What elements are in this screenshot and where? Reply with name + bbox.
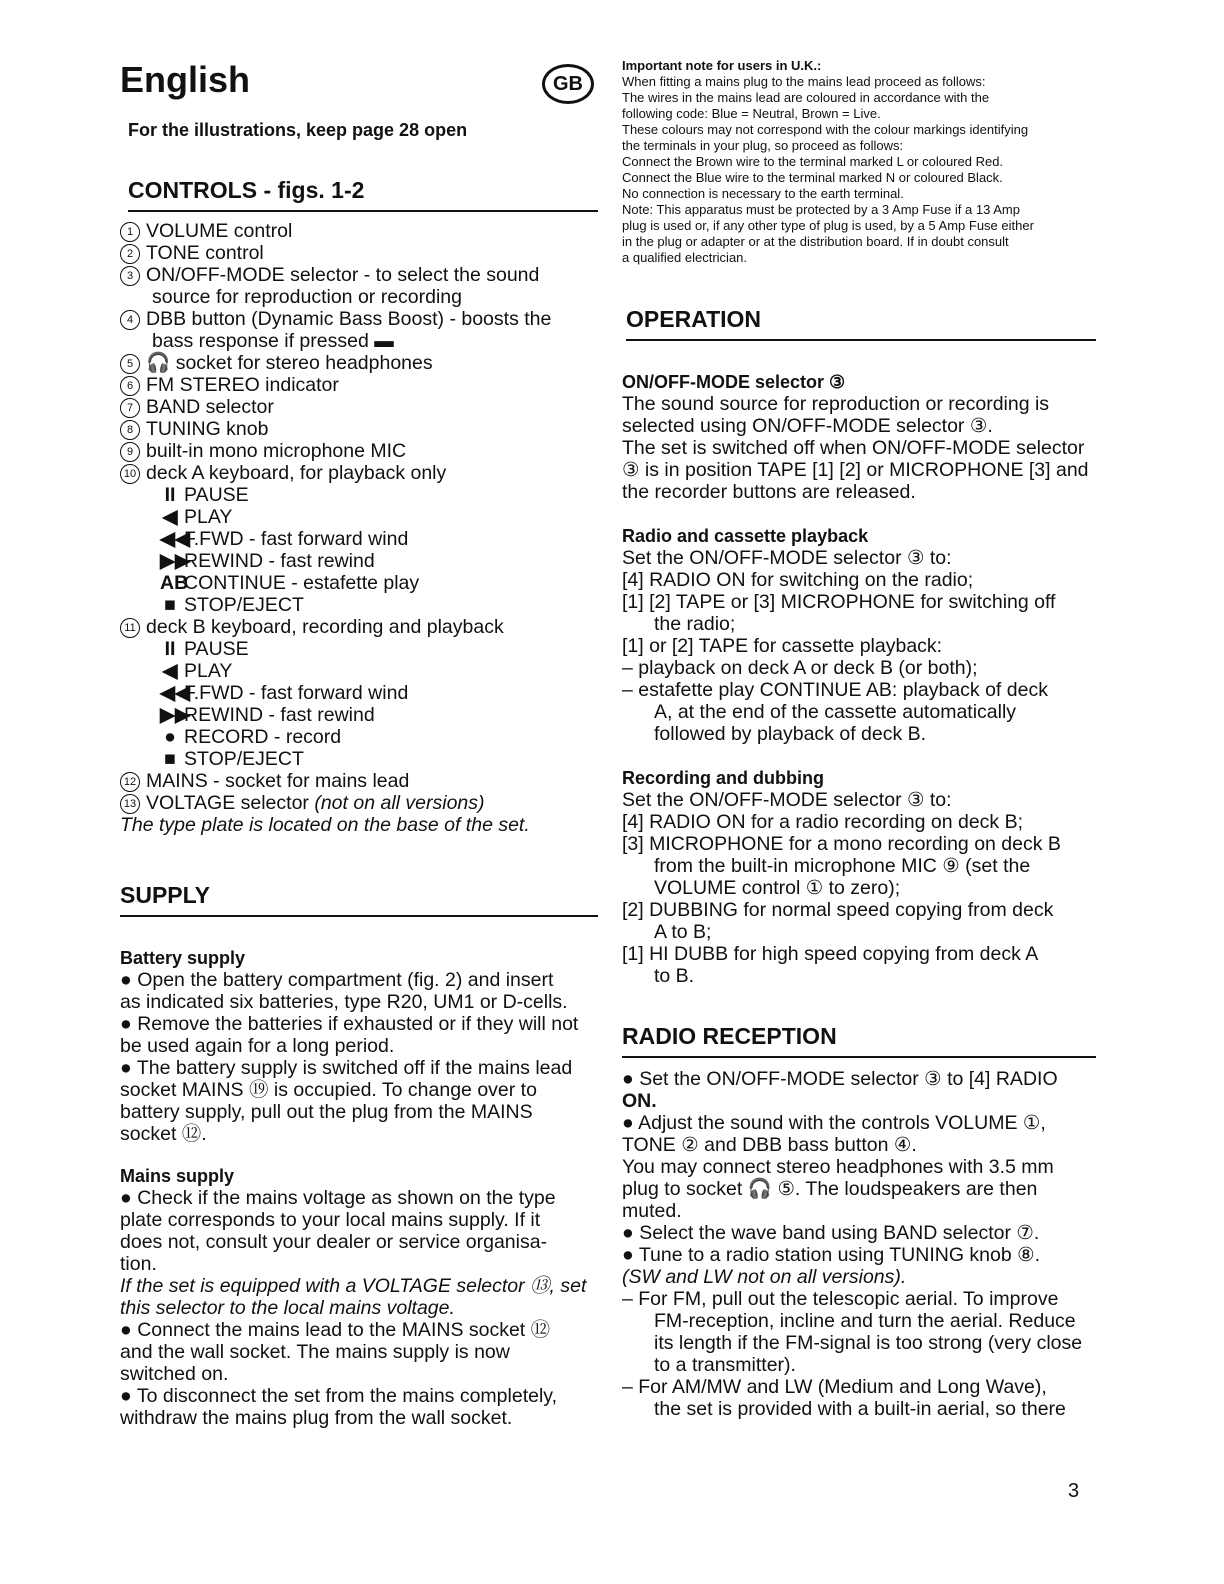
- text-line: selected using ON/OFF-MODE selector ③.: [622, 415, 993, 437]
- text-line: [1] [2] TAPE or [3] MICROPHONE for switching off: [622, 591, 1056, 613]
- text-line: – estafette play CONTINUE AB: playback of deck: [622, 679, 1048, 701]
- text-line: – For FM, pull out the telescopic aerial. To improve: [622, 1288, 1059, 1310]
- text-line: – For AM/MW and LW (Medium and Long Wave),: [622, 1376, 1047, 1398]
- operation-section: [622, 306, 1096, 987]
- right-column: [622, 58, 1096, 1420]
- radio-body: [622, 1068, 1096, 1420]
- text-line: be used again for a long period.: [120, 1035, 395, 1057]
- text-line: Connect the Blue wire to the terminal marked N or coloured Black.: [622, 170, 1003, 185]
- record-icon: ●: [164, 726, 176, 748]
- text-line: A, at the end of the cassette automatically: [654, 701, 1017, 723]
- text-line: this selector to the local mains voltage.: [120, 1297, 455, 1319]
- text-line: socket ⑫.: [120, 1123, 207, 1145]
- text-line: ON.: [622, 1090, 657, 1112]
- text-line: followed by playback of deck B.: [654, 723, 927, 745]
- item-number: 13: [120, 794, 140, 814]
- control-item: deck B keyboard, recording and playback: [146, 616, 504, 638]
- text-line: FM-reception, incline and turn the aerial. Reduce: [654, 1310, 1076, 1332]
- text-line: plug is used or, if any other type of plug is used, by a 5 Amp Fuse either: [622, 218, 1034, 233]
- text-line: [4] RADIO ON for switching on the radio;: [622, 569, 974, 591]
- item-number: 8: [120, 420, 140, 440]
- deck-key: REWIND - fast rewind: [184, 550, 375, 572]
- fast-forward-icon: ◀◀: [160, 528, 190, 550]
- title-row: [120, 58, 598, 102]
- text-line: You may connect stereo headphones with 3.5 mm: [622, 1156, 1054, 1178]
- continue-icon: AB: [160, 572, 189, 594]
- deck-key: RECORD - record: [184, 726, 342, 748]
- text-line: a qualified electrician.: [622, 250, 748, 265]
- text-line: ● To disconnect the set from the mains completely,: [120, 1385, 558, 1407]
- pause-icon: II: [164, 484, 176, 506]
- recording-title: Recording and dubbing: [622, 768, 824, 788]
- deck-key: PAUSE: [184, 638, 249, 660]
- text-line: withdraw the mains plug from the wall socket.: [120, 1407, 513, 1429]
- text-line: and the wall socket. The mains supply is now: [120, 1341, 510, 1363]
- control-item: TUNING knob: [146, 418, 269, 440]
- control-item: deck A keyboard, for playback only: [146, 462, 447, 484]
- text-line: plate corresponds to your local mains supply. If it: [120, 1209, 541, 1231]
- text-line: ③ is in position TAPE [1] [2] or MICROPHONE [3] and: [622, 459, 1089, 481]
- text-line: switched on.: [120, 1363, 229, 1385]
- text-line: If the set is equipped with a VOLTAGE selector ⑬, set: [120, 1275, 587, 1297]
- text-line: battery supply, pull out the plug from the MAINS: [120, 1101, 533, 1123]
- stop-icon: ■: [164, 748, 176, 770]
- deck-key: PAUSE: [184, 484, 249, 506]
- control-item: FM STEREO indicator: [146, 374, 339, 396]
- text-line: following code: Blue = Neutral, Brown = Live.: [622, 106, 881, 121]
- illustrations-note: For the illustrations, keep page 28 open: [128, 120, 468, 140]
- deck-key: PLAY: [184, 660, 233, 682]
- text-line: ● Connect the mains lead to the MAINS socket ⑫: [120, 1319, 551, 1341]
- text-line: A to B;: [654, 921, 712, 943]
- battery-title: Battery supply: [120, 948, 246, 968]
- item-number: 6: [120, 376, 140, 396]
- controls-section: [120, 177, 598, 836]
- text-line: as indicated six batteries, type R20, UM1 or D-cells.: [120, 991, 568, 1013]
- deck-key: REWIND - fast rewind: [184, 704, 375, 726]
- type-plate-note: The type plate is located on the base of the set.: [120, 814, 530, 836]
- play-icon: ◀: [162, 506, 178, 528]
- page-number: 3: [1068, 1480, 1080, 1502]
- control-item: ON/OFF-MODE selector - to select the sound: [146, 264, 540, 286]
- rewind-icon: ▶▶: [160, 550, 190, 572]
- left-column: [120, 58, 598, 1429]
- text-line: [1] HI DUBB for high speed copying from deck A: [622, 943, 1039, 965]
- playback-title: Radio and cassette playback: [622, 526, 869, 546]
- item-number: 5: [120, 354, 140, 374]
- controls-heading: CONTROLS - figs. 1-2: [128, 177, 598, 212]
- item-number: 2: [120, 244, 140, 264]
- text-line: – playback on deck A or deck B (or both);: [622, 657, 978, 679]
- text-line: from the built-in microphone MIC ⑨ (set the: [654, 855, 1031, 877]
- text-line: to B.: [654, 965, 695, 987]
- text-line: The sound source for reproduction or recording is: [622, 393, 1050, 415]
- text-line: Set the ON/OFF-MODE selector ③ to:: [622, 547, 952, 569]
- text-line: These colours may not correspond with the colour markings identifying: [622, 122, 1029, 137]
- item-number: 1: [120, 222, 140, 242]
- item-number: 10: [120, 464, 140, 484]
- control-item: MAINS - socket for mains lead: [146, 770, 410, 792]
- play-icon: ◀: [162, 660, 178, 682]
- playback-block: [622, 525, 1096, 745]
- control-item: BAND selector: [146, 396, 274, 418]
- deck-key: STOP/EJECT: [184, 748, 304, 770]
- text-line: Set the ON/OFF-MODE selector ③ to:: [622, 789, 952, 811]
- text-line: ● Adjust the sound with the controls VOLUME ①,: [622, 1112, 1046, 1134]
- deck-key: F.FWD - fast forward wind: [184, 682, 409, 704]
- item-number: 7: [120, 398, 140, 418]
- control-item: built-in mono microphone MIC: [146, 440, 407, 462]
- mains-title: Mains supply: [120, 1166, 235, 1186]
- text-line: in the plug or adapter or at the distribution board. If in doubt consult: [622, 234, 1009, 249]
- operation-heading: OPERATION: [626, 306, 1096, 341]
- country-badge: GB: [542, 64, 594, 104]
- text-line: VOLUME control ① to zero);: [654, 877, 901, 899]
- text-line: the terminals in your plug, so proceed as follows:: [622, 138, 904, 153]
- text-line: Connect the Brown wire to the terminal marked L or coloured Red.: [622, 154, 1004, 169]
- text-line: ● The battery supply is switched off if the mains lead: [120, 1057, 573, 1079]
- text-line: tion.: [120, 1253, 157, 1275]
- text-line: ● Check if the mains voltage as shown on the type: [120, 1187, 556, 1209]
- text-line: ● Tune to a radio station using TUNING knob ⑧.: [622, 1244, 1041, 1266]
- text-line: No connection is necessary to the earth terminal.: [622, 186, 904, 201]
- item-number: 12: [120, 772, 140, 792]
- text-line: its length if the FM-signal is too strong (very close: [654, 1332, 1083, 1354]
- deck-key: F.FWD - fast forward wind: [184, 528, 409, 550]
- stop-icon: ■: [164, 594, 176, 616]
- text-line: [2] DUBBING for normal speed copying from deck: [622, 899, 1054, 921]
- item-number: 3: [120, 266, 140, 286]
- text-line: socket MAINS ⑲ is occupied. To change over to: [120, 1079, 537, 1101]
- text-line: does not, consult your dealer or service organisa-: [120, 1231, 548, 1253]
- text-line: ● Select the wave band using BAND selector ⑦.: [622, 1222, 1040, 1244]
- control-item-cont: source for reproduction or recording: [152, 286, 462, 308]
- text-line: ● Open the battery compartment (fig. 2) and insert: [120, 969, 554, 991]
- radio-heading: RADIO RECEPTION: [622, 1023, 1096, 1058]
- fast-forward-icon: ◀◀: [160, 682, 190, 704]
- control-item: VOLTAGE selector: [146, 792, 309, 814]
- text-line: [1] or [2] TAPE for cassette playback:: [622, 635, 943, 657]
- text-line: [3] MICROPHONE for a mono recording on deck B: [622, 833, 1061, 855]
- item-number: 11: [120, 618, 140, 638]
- deck-key: STOP/EJECT: [184, 594, 304, 616]
- mains-supply: [120, 1165, 598, 1429]
- text-line: (SW and LW not on all versions).: [622, 1266, 907, 1288]
- uk-note-title: Important note for users in U.K.:: [622, 58, 822, 73]
- supply-section: [120, 882, 598, 1429]
- item-number: 9: [120, 442, 140, 462]
- text-line: TONE ② and DBB bass button ④.: [622, 1134, 917, 1156]
- battery-supply: [120, 947, 598, 1145]
- pause-icon: II: [164, 638, 176, 660]
- text-line: Note: This apparatus must be protected by a 3 Amp Fuse if a 13 Amp: [622, 202, 1020, 217]
- control-item: VOLUME control: [146, 220, 293, 242]
- text-line: muted.: [622, 1200, 682, 1222]
- item-number: 4: [120, 310, 140, 330]
- control-item: 🎧 socket for stereo headphones: [146, 352, 433, 374]
- language-title: English: [120, 59, 251, 100]
- text-line: The set is switched off when ON/OFF-MODE selector: [622, 437, 1085, 459]
- text-line: the recorder buttons are released.: [622, 481, 916, 503]
- selector-block: [622, 371, 1096, 503]
- text-line: The wires in the mains lead are coloured in accordance with the: [622, 90, 990, 105]
- control-item-note: (not on all versions): [314, 792, 485, 814]
- text-line: the radio;: [654, 613, 736, 635]
- deck-key: PLAY: [184, 506, 233, 528]
- selector-title: ON/OFF-MODE selector ③: [622, 372, 846, 392]
- control-item: TONE control: [146, 242, 264, 264]
- deck-key: CONTINUE - estafette play: [184, 572, 420, 594]
- controls-list: [120, 220, 598, 836]
- supply-heading: SUPPLY: [120, 882, 598, 917]
- radio-section: [622, 1023, 1096, 1420]
- control-item-cont: bass response if pressed ▬: [152, 330, 394, 352]
- text-line: the set is provided with a built-in aerial, so there: [654, 1398, 1066, 1420]
- text-line: [4] RADIO ON for a radio recording on deck B;: [622, 811, 1024, 833]
- text-line: plug to socket 🎧 ⑤. The loudspeakers are then: [622, 1178, 1038, 1200]
- recording-block: [622, 767, 1096, 987]
- text-line: to a transmitter).: [654, 1354, 796, 1376]
- text-line: ● Set the ON/OFF-MODE selector ③ to [4] RADIO: [622, 1068, 1058, 1090]
- uk-note: [622, 58, 1096, 266]
- text-line: When fitting a mains plug to the mains lead proceed as follows:: [622, 74, 986, 89]
- rewind-icon: ▶▶: [160, 704, 190, 726]
- text-line: ● Remove the batteries if exhausted or if they will not: [120, 1013, 579, 1035]
- control-item: DBB button (Dynamic Bass Boost) - boosts the: [146, 308, 552, 330]
